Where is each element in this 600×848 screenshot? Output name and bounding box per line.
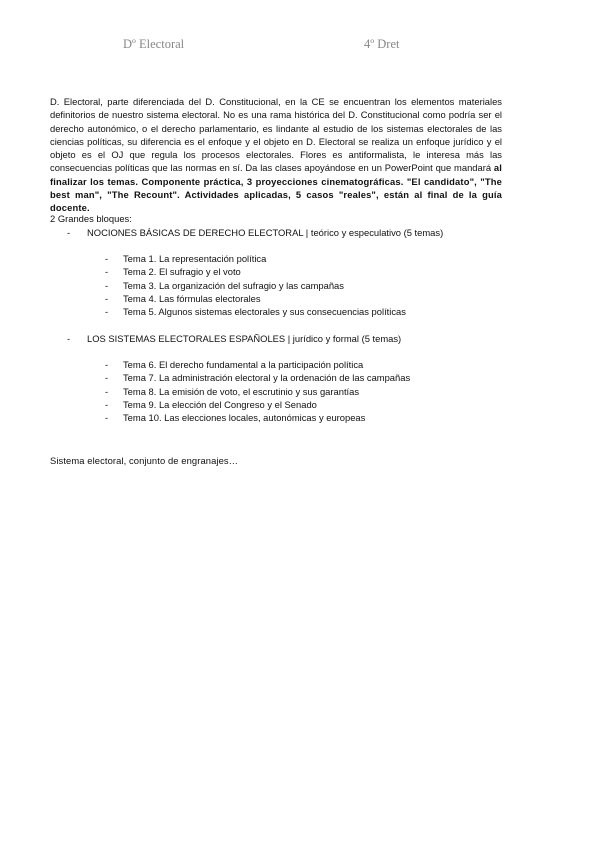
- block2-topic-list: [105, 358, 410, 424]
- list-item: - Tema 4. Las fórmulas electorales: [105, 292, 261, 304]
- intro-bold-text: al finalizar los temas. Componente práctica, 3 proyecciones cinematográficas. "El candidato", "The best man", "The Recount". Actividades aplicadas, 5 casos "reales", están al final de la guía docente.: [50, 162, 502, 214]
- list-item: - Tema 8. La emisión de voto, el escrutinio y sus garantías: [105, 385, 360, 397]
- intro-text: D. Electoral, parte diferenciada del D. Constitucional, en la CE se encuentran los elementos materiales definitorios de nuestro sistema electoral. No es una rama histórica del D. Constitucional como podría ser el derecho autonómico, o el derecho parlamentario, es lindante al estudio de los sistemas electorales de las ciencias políticas, su diferencia es el enfoque y el objeto en D. Electoral se realiza un enfoque jurídico y el objeto es el OJ que regula los procesos electorales. Flores es antiformalista, le interesa más las consecuencias políticas que las normas en sí. Da las clases apoyándose en un PowerPoint que mandará: [50, 96, 502, 174]
- intro-paragraph: [50, 95, 502, 215]
- list-item: - Tema 7. La administración electoral y la ordenación de las campañas: [105, 372, 411, 384]
- list-item: - Tema 1. La representación política: [105, 253, 267, 264]
- page-header: [0, 37, 600, 55]
- block1-topic-list: [105, 252, 406, 318]
- header-course: 4º Dret: [364, 37, 400, 51]
- block2-heading-text: LOS SISTEMAS ELECTORALES ESPAÑOLES | jurídico y formal (5 temas): [87, 333, 402, 344]
- list-item: - Tema 6. El derecho fundamental a la participación política: [105, 359, 364, 370]
- block1-dash: -: [67, 227, 71, 238]
- list-item: - Tema 3. La organización del sufragio y las campañas: [105, 279, 344, 291]
- block1-heading: [67, 227, 443, 238]
- header-subject: Dº Electoral: [123, 37, 185, 51]
- blocks-title: 2 Grandes bloques:: [50, 213, 132, 224]
- list-item: - Tema 5. Algunos sistemas electorales y sus consecuencias políticas: [105, 306, 406, 318]
- block2-heading: [67, 333, 401, 344]
- closing-line: Sistema electoral, conjunto de engranajes…: [50, 455, 239, 466]
- list-item: - Tema 10. Las elecciones locales, autonómicas y europeas: [105, 412, 366, 424]
- list-item: - Tema 2. El sufragio y el voto: [105, 266, 241, 278]
- list-item: - Tema 9. La elección del Congreso y el Senado: [105, 398, 317, 410]
- block2-dash: -: [67, 333, 71, 344]
- block1-heading-text: NOCIONES BÁSICAS DE DERECHO ELECTORAL | teórico y especulativo (5 temas): [87, 227, 444, 238]
